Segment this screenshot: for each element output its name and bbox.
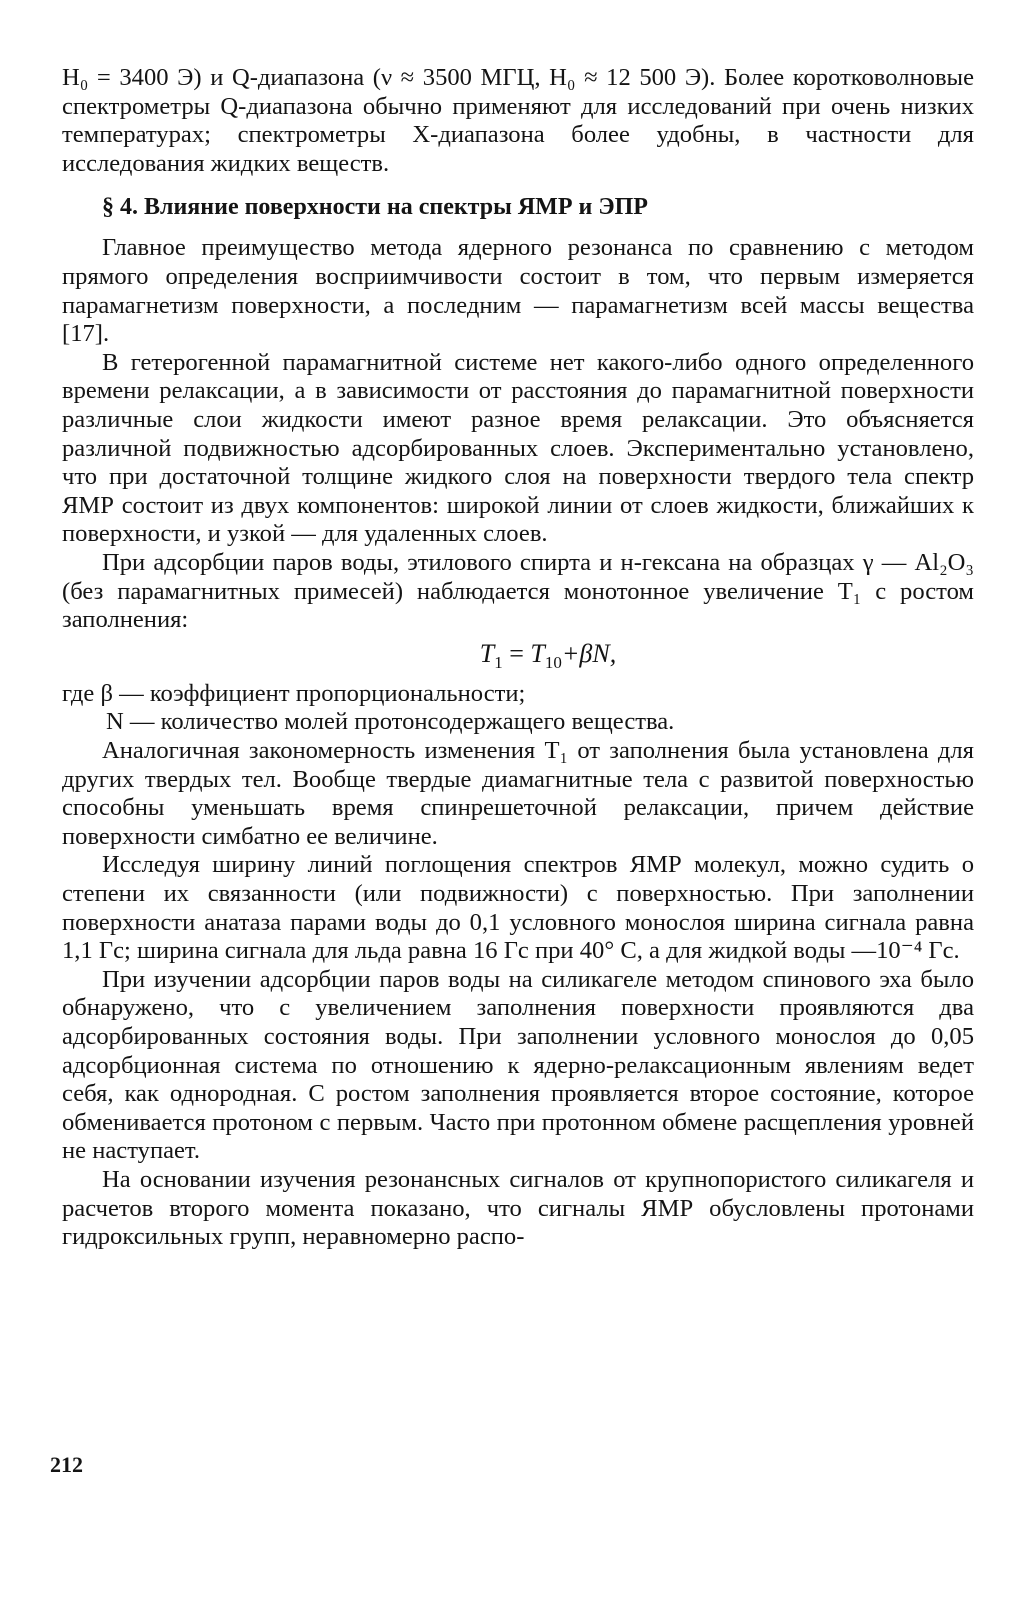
definitions (62, 680, 974, 737)
paragraph-silica-gel: На основании изучения резонансных сигналов от крупнопористого силикагеля и расчетов второго момента показано, что сигналы ЯМР обусловлены протонами гидроксильных групп, неравномерно распо- (62, 1165, 974, 1251)
definition-beta: где β — коэффициент пропорциональности; (62, 679, 526, 707)
paragraph-heterogeneous: В гетерогенной парамагнитной системе нет какого-либо одного определенного времени релаксации, а в зависимости от расстояния до парамагнитной поверхности различные слои жидкости имеют разное время релаксации. Это объясняется различной подвижностью адсорбированных слоев. Экспериментально установлено, что при достаточной толщине жидкого слоя на поверхности твердого тела спектр ЯМР состоит из двух компонентов: широкой линии от слоев жидкости, ближайших к поверхности, и узкой — для удаленных слоев. (62, 348, 974, 548)
formula-rest: +βN, (561, 638, 617, 668)
paragraph-spin-echo: При изучении адсорбции паров воды на силикагеле методом спинового эха было обнаружено, что с увеличением заполнения поверхности проявляются два адсорбированных состояния воды. При заполнении условного монослоя до 0,05 адсорбционная система по отношению к ядерно-релаксационным явлениям ведет себя, как однородная. С ростом заполнения проявляется второе состояние, которое обменивается протоном с первым. Часто при протонном обмене расщепления уровней не наступает. (62, 965, 974, 1165)
formula-lhs: T (479, 638, 495, 668)
page-number: 212 (50, 1452, 83, 1477)
formula-t10: T (530, 638, 545, 668)
formula-lhs-sub: 1 (494, 652, 503, 672)
definition-n: N — количество молей протонсодержащего вещества. (106, 708, 675, 736)
paragraph-advantage: Главное преимущество метода ядерного резонанса по сравнению с методом прямого определения восприимчивости состоит в том, что первым измеряется парамагнетизм поверхности, а последним — парамагнетизм всей массы вещества [17]. (62, 234, 974, 348)
formula-t10-sub: 10 (544, 652, 562, 672)
paragraph-linewidth: Исследуя ширину линий поглощения спектров ЯМР молекул, можно судить о степени их связанности (или подвижности) с поверхностью. При заполнении поверхности анатаза парами воды до 0,1 условного монослоя ширина сигнала равна 1,1 Гс; ширина сигнала для льда равна 16 Гс при 40° С, а для жидкой воды —10⁻⁴ Гс. (62, 851, 974, 965)
section-heading: § 4. Влияние поверхности на спектры ЯМР и ЭПР (102, 194, 648, 221)
paragraph-analogous: Аналогичная закономерность изменения T₁ от заполнения была установлена для других твердых тел. Вообще твердые диамагнитные тела с развитой поверхностью способны уменьшать время спинрешеточной релаксации, причем действие поверхности симбатно ее величине. (62, 737, 974, 850)
intro-paragraph: H₀ = 3400 Э) и Q-диапазона (ν ≈ 3500 МГЦ, H₀ ≈ 12 500 Э). Более коротковолновые спектрометры Q-диапазона обычно применяют для исследований при очень низких температурах; спектрометры X-диапазона более удобны, в частности для исследования жидких веществ. (62, 64, 974, 177)
formula-eq: = (509, 638, 524, 668)
paragraph-adsorption: При адсорбции паров воды, этилового спирта и н-гексана на образцах γ — Al₂O₃ (без парамагнитных примесей) наблюдается монотонное увеличение T₁ с ростом заполнения: (62, 548, 974, 634)
formula-t1 (62, 637, 974, 680)
